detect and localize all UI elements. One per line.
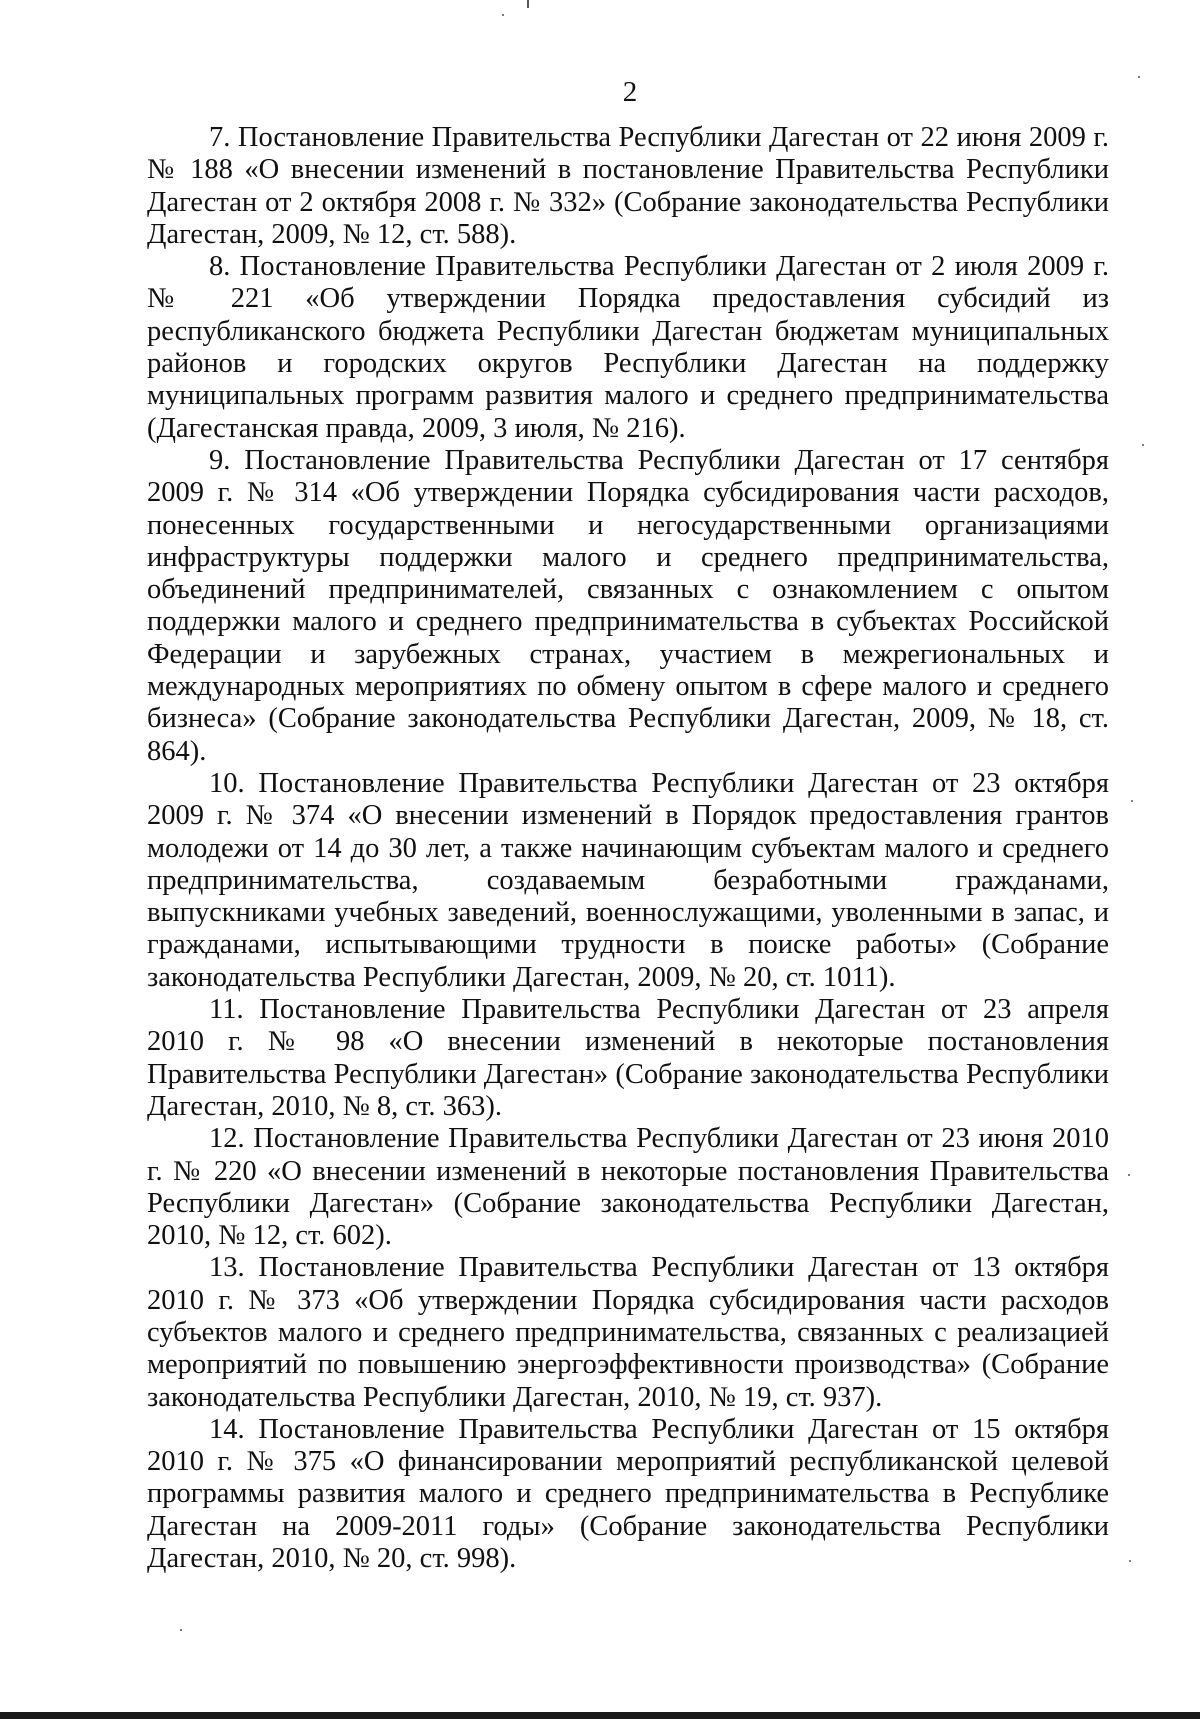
list-item: 7. Постановление Правительства Республики Дагестан от 22 июня 2009 г. № 188 «О внесении изменений в постановление Правительства Республики Дагестан от 2 октября 2008 г. № 332» (Собрание законодательства Республики Дагестан, 2009, № 12, ст. 588). (147, 122, 1109, 250)
scan-speck (1128, 1174, 1130, 1176)
list-item: 8. Постановление Правительства Республики Дагестан от 2 июля 2009 г. № 221 «Об утверждении Порядка предоставления субсидий из республиканского бюджета Республики Дагестан бюджетам муниципальных районов и городских округов Республики Дагестан на поддержку муниципальных программ развития малого и среднего предпринимательства (Дагестанская правда, 2009, 3 июля, № 216). (147, 251, 1109, 444)
list-item: 14. Постановление Правительства Республики Дагестан от 15 октября 2010 г. № 375 «О финансировании мероприятий республиканской целевой программы развития малого и среднего предпринимательства в Республике Дагестан на 2009-2011 годы» (Собрание законодательства Республики Дагестан, 2010, № 20, ст. 998). (147, 1413, 1109, 1575)
scan-bottom-edge (0, 1712, 1200, 1719)
list-item: 9. Постановление Правительства Республики Дагестан от 17 сентября 2009 г. № 314 «Об утверждении Порядка субсидирования части расходов, понесенных государственными и негосударственными организациями инфраструктуры поддержки малого и среднего предпринимательства, объединений предпринимателей, связанных с ознакомлением с опытом поддержки малого и среднего предпринимательства в субъектах Российской Федерации и зарубежных странах, участием в межрегиональных и международных мероприятиях по обмену опытом в сфере малого и среднего бизнеса» (Собрание законодательства Республики Дагестан, 2009, № 18, ст. 864). (147, 444, 1109, 767)
page-number: 2 (622, 76, 638, 108)
scan-speck (1131, 800, 1133, 802)
scan-speck (180, 1629, 182, 1631)
list-item: 13. Постановление Правительства Республики Дагестан от 13 октября 2010 г. № 373 «Об утверждении Порядка субсидирования части расходов субъектов малого и среднего предпринимательства, связанных с реализацией мероприятий по повышению энергоэффективности производства» (Собрание законодательства Республики Дагестан, 2010, № 19, ст. 937). (147, 1252, 1109, 1413)
scan-speck (1142, 444, 1144, 446)
list-item: 12. Постановление Правительства Республики Дагестан от 23 июня 2010 г. № 220 «О внесении изменений в некоторые постановления Правительства Республики Дагестан» (Собрание законодательства Республики Дагестан, 2010, № 12, ст. 602). (147, 1123, 1109, 1252)
scan-speck (1129, 1560, 1131, 1562)
list-item: 11. Постановление Правительства Республики Дагестан от 23 апреля 2010 г. № 98 «О внесении изменений в некоторые постановления Правительства Республики Дагестан» (Собрание законодательства Республики Дагестан, 2010, № 8, ст. 363). (147, 994, 1109, 1122)
scan-speck (527, 0, 529, 8)
scan-speck (502, 14, 504, 16)
scan-speck (1138, 76, 1140, 78)
list-item: 10. Постановление Правительства Республики Дагестан от 23 октября 2009 г. № 374 «О внесении изменений в Порядок предоставления грантов молодежи от 14 до 30 лет, а также начинающим субъектам малого и среднего предпринимательства, создаваемым безработными гражданами, выпускниками учебных заведений, военнослужащими, уволенными в запас, и гражданами, испытывающими трудности в поиске работы» (Собрание законодательства Республики Дагестан, 2009, № 20, ст. 1011). (147, 767, 1109, 993)
document-body (147, 122, 1109, 1575)
